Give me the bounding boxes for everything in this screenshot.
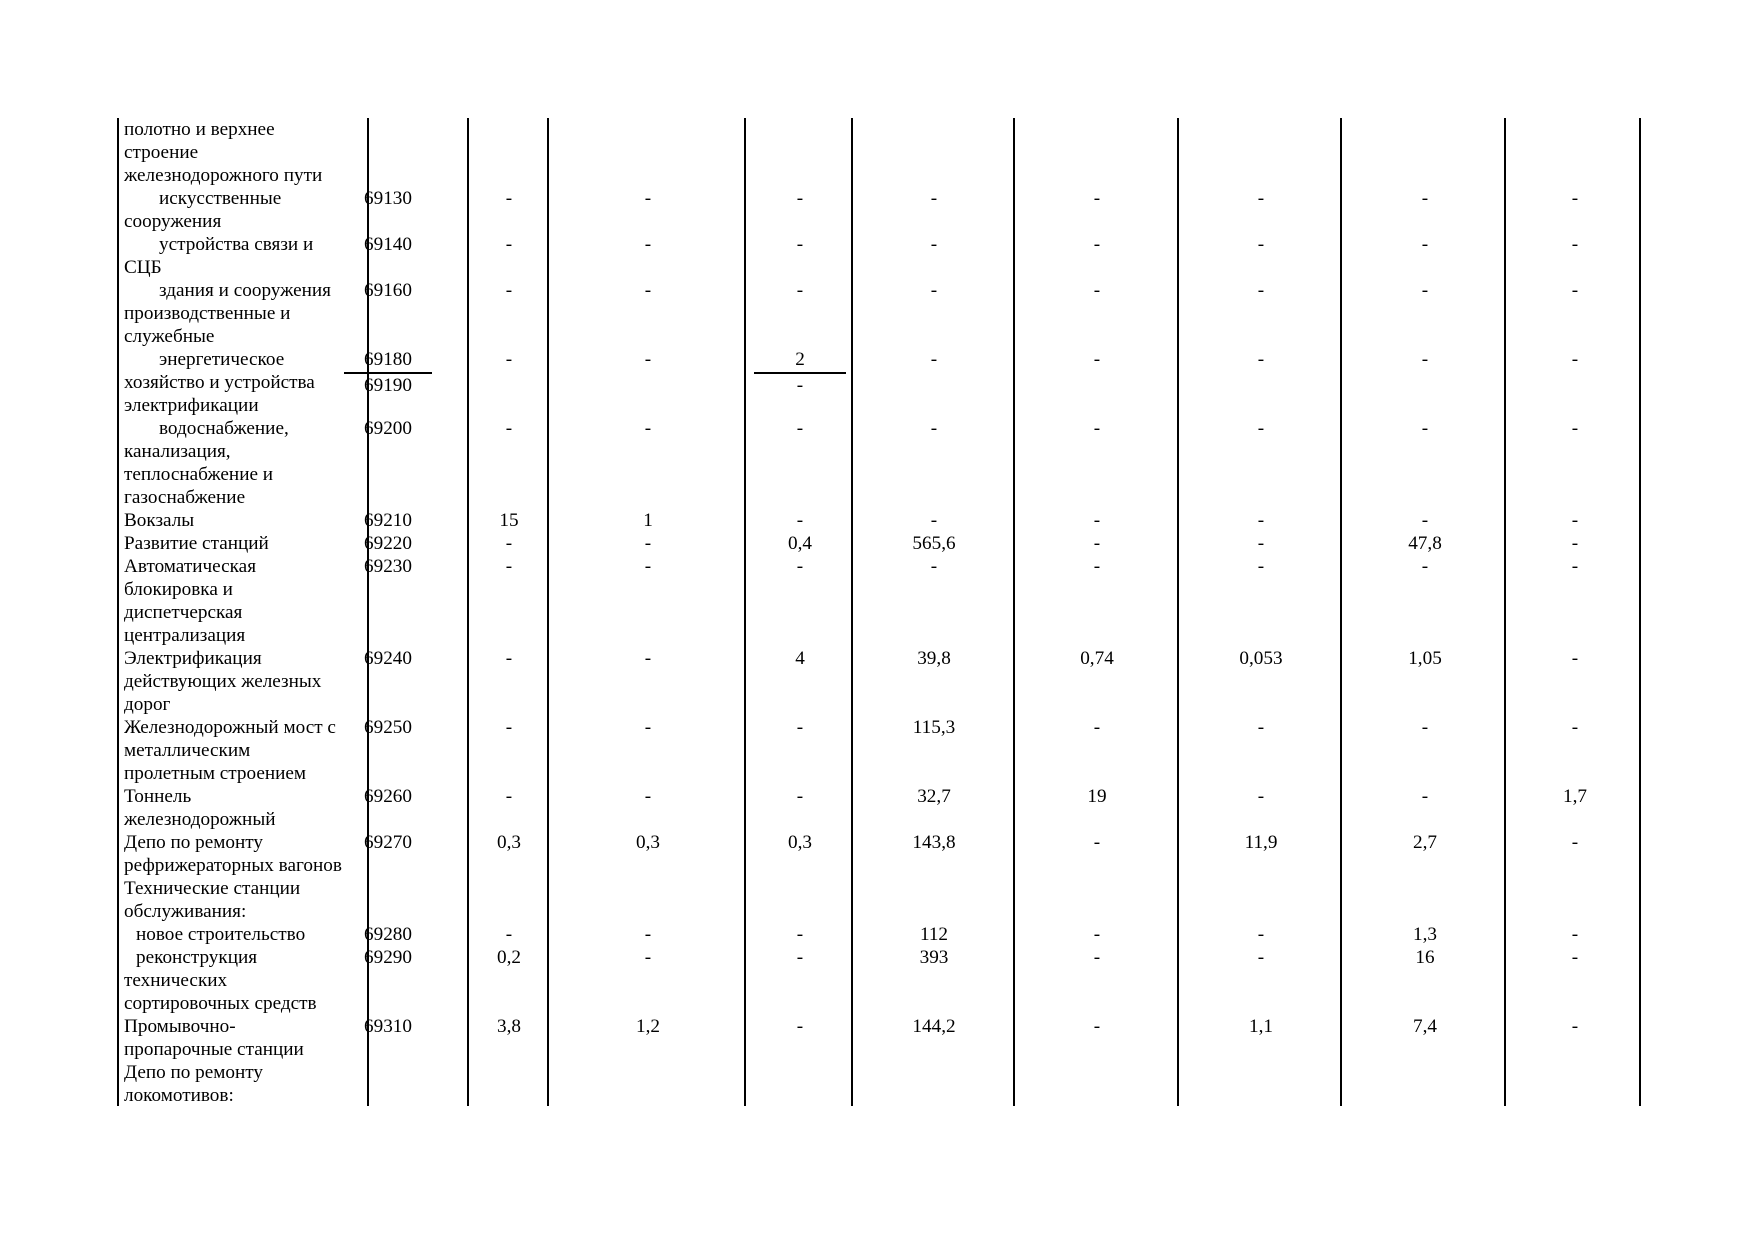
row-value: 19 <box>1087 786 1107 807</box>
row-code: 69210 <box>364 510 412 531</box>
row-value: - <box>1421 556 1429 577</box>
row-name-line: Вокзалы <box>124 510 195 531</box>
row-value: - <box>930 510 938 531</box>
row-name-line: диспетчерская <box>124 602 243 623</box>
row-value: - <box>1257 418 1265 439</box>
row-value: - <box>505 234 513 255</box>
row-value: - <box>1093 924 1101 945</box>
row-code: 69140 <box>364 234 412 255</box>
row-code: 69280 <box>364 924 412 945</box>
row-value: 0,2 <box>497 947 521 968</box>
row-value: - <box>505 556 513 577</box>
row-value: 15 <box>499 510 519 531</box>
row-value: 11,9 <box>1244 832 1278 853</box>
row-value: - <box>1571 717 1579 738</box>
row-code: 69130 <box>364 188 412 209</box>
row-name-line: энергетическое <box>159 349 285 370</box>
row-value: - <box>930 280 938 301</box>
row-value: - <box>644 556 652 577</box>
row-value: 7,4 <box>1413 1016 1437 1037</box>
row-value: - <box>796 418 804 439</box>
row-name-line: сортировочных средств <box>124 993 317 1014</box>
row-value: - <box>1257 349 1265 370</box>
row-name-line: теплоснабжение и <box>124 464 274 485</box>
row-value: - <box>505 924 513 945</box>
row-value: - <box>1571 533 1579 554</box>
row-name-line: хозяйство и устройства <box>124 372 315 393</box>
row-name <box>124 555 364 647</box>
row-name-line: Технические станции <box>124 878 301 899</box>
row-code: 69310 <box>364 1016 412 1037</box>
row-value: - <box>1093 947 1101 968</box>
row-value: 2,7 <box>1413 832 1437 853</box>
row-name-line: здания и сооружения <box>159 280 332 301</box>
row-code: 69220 <box>364 533 412 554</box>
row-code: 69270 <box>364 832 412 853</box>
row-value: 0,4 <box>788 533 812 554</box>
row-value: - <box>1571 947 1579 968</box>
row-value: - <box>644 533 652 554</box>
row-name-line: газоснабжение <box>124 487 246 508</box>
row-value: - <box>1421 786 1429 807</box>
column-divider <box>467 118 469 1106</box>
row-value: - <box>505 280 513 301</box>
row-name <box>124 417 364 509</box>
row-value: - <box>1421 349 1429 370</box>
row-name-line: искусственные <box>159 188 282 209</box>
row-name-line: дорог <box>124 694 171 715</box>
row-value: - <box>796 924 804 945</box>
row-name <box>124 509 364 532</box>
row-value: - <box>1257 533 1265 554</box>
row-value: 115,3 <box>912 717 956 738</box>
row-value: - <box>1257 717 1265 738</box>
column-divider <box>744 118 746 1106</box>
row-name <box>124 647 364 716</box>
row-value: - <box>644 280 652 301</box>
row-value: - <box>505 188 513 209</box>
row-value: 32,7 <box>917 786 951 807</box>
column-divider <box>117 118 119 1106</box>
row-code: 69250 <box>364 717 412 738</box>
row-value: 16 <box>1415 947 1435 968</box>
row-value: - <box>1257 947 1265 968</box>
row-name-line: Депо по ремонту <box>124 832 263 853</box>
row-value: - <box>1571 418 1579 439</box>
row-value: - <box>644 786 652 807</box>
row-name <box>124 877 364 923</box>
row-name <box>124 923 364 946</box>
row-value: 1 <box>643 510 653 531</box>
row-name-line: блокировка и <box>124 579 233 600</box>
row-name-line: новое строительство <box>136 924 306 945</box>
row-name <box>124 348 364 417</box>
row-value: 565,6 <box>912 533 956 554</box>
row-value: - <box>1093 188 1101 209</box>
row-name-line: полотно и верхнее <box>124 119 275 140</box>
row-value: 1,1 <box>1249 1016 1273 1037</box>
row-value: 1,7 <box>1563 786 1587 807</box>
row-value: - <box>1093 1016 1101 1037</box>
row-value: - <box>1421 188 1429 209</box>
row-value: - <box>1093 349 1101 370</box>
row-name-line: Депо по ремонту <box>124 1062 263 1083</box>
row-name-line: Автоматическая <box>124 556 257 577</box>
row-name-line: СЦБ <box>124 257 162 278</box>
row-code: 69240 <box>364 648 412 669</box>
row-value: - <box>644 947 652 968</box>
row-value: - <box>1257 556 1265 577</box>
row-value: 393 <box>919 947 949 968</box>
row-value: - <box>1093 717 1101 738</box>
row-value: - <box>1571 188 1579 209</box>
row-value: - <box>505 349 513 370</box>
row-name-line: Промывочно- <box>124 1016 236 1037</box>
row-value: - <box>1257 510 1265 531</box>
row-name-line: канализация, <box>124 441 231 462</box>
row-code: 69190 <box>364 375 412 396</box>
row-value: - <box>796 188 804 209</box>
row-value: - <box>1421 717 1429 738</box>
row-value: - <box>1093 510 1101 531</box>
row-value: - <box>1571 648 1579 669</box>
row-value: - <box>796 947 804 968</box>
row-value: - <box>1257 786 1265 807</box>
row-name-line: Электрификация <box>124 648 262 669</box>
row-name-line: технических <box>124 970 228 991</box>
row-name-line: централизация <box>124 625 246 646</box>
row-value: - <box>1421 418 1429 439</box>
column-divider <box>1177 118 1179 1106</box>
row-value: - <box>1257 280 1265 301</box>
row-name-line: сооружения <box>124 211 222 232</box>
row-name-line: металлическим <box>124 740 251 761</box>
row-name-line: действующих железных <box>124 671 322 692</box>
row-value: 39,8 <box>917 648 951 669</box>
row-value: - <box>1571 556 1579 577</box>
row-name <box>124 279 364 348</box>
row-name-line: пропарочные станции <box>124 1039 304 1060</box>
row-value: 144,2 <box>912 1016 956 1037</box>
row-value: - <box>505 786 513 807</box>
row-value: - <box>1571 234 1579 255</box>
row-value: - <box>505 717 513 738</box>
row-name-line: локомотивов: <box>124 1085 234 1106</box>
row-name-line: пролетным строением <box>124 763 307 784</box>
row-name <box>124 532 364 555</box>
row-value: - <box>1093 418 1101 439</box>
row-value: 1,2 <box>636 1016 660 1037</box>
row-value: - <box>1571 349 1579 370</box>
row-value: - <box>1257 924 1265 945</box>
row-name-line: производственные и <box>124 303 291 324</box>
row-value: 2 <box>795 349 805 370</box>
row-code: 69200 <box>364 418 412 439</box>
row-name <box>124 1015 364 1061</box>
row-value: 4 <box>795 648 805 669</box>
row-name-line: электрификации <box>124 395 259 416</box>
row-value: - <box>1093 234 1101 255</box>
row-value: 47,8 <box>1408 533 1442 554</box>
row-value: - <box>644 234 652 255</box>
row-name-line: Тоннель <box>124 786 192 807</box>
row-value: - <box>1257 234 1265 255</box>
row-code: 69230 <box>364 556 412 577</box>
row-value: - <box>1421 510 1429 531</box>
row-value: - <box>1093 556 1101 577</box>
row-value: 0,3 <box>788 832 812 853</box>
row-name <box>124 233 364 279</box>
row-value: - <box>796 786 804 807</box>
row-name <box>124 1061 364 1107</box>
row-value: - <box>1421 234 1429 255</box>
row-name-line: железнодорожного пути <box>124 165 323 186</box>
row-value: 0,3 <box>497 832 521 853</box>
row-value: - <box>796 234 804 255</box>
row-value: 1,05 <box>1408 648 1442 669</box>
row-value: 3,8 <box>497 1016 521 1037</box>
row-value: - <box>644 188 652 209</box>
row-name <box>124 946 364 1015</box>
row-value: - <box>1571 510 1579 531</box>
row-code: 69260 <box>364 786 412 807</box>
row-value: - <box>505 418 513 439</box>
row-value: - <box>644 418 652 439</box>
row-value: - <box>505 533 513 554</box>
row-code: 69160 <box>364 280 412 301</box>
row-value: - <box>930 349 938 370</box>
row-value: - <box>1571 924 1579 945</box>
row-value: 0,3 <box>636 832 660 853</box>
row-value: - <box>796 510 804 531</box>
row-value: - <box>796 1016 804 1037</box>
row-value: - <box>1571 1016 1579 1037</box>
row-value: - <box>1093 533 1101 554</box>
row-name-line: строение <box>124 142 199 163</box>
row-value: - <box>644 349 652 370</box>
row-value: - <box>796 375 804 396</box>
row-value: 1,3 <box>1413 924 1437 945</box>
row-name <box>124 118 364 187</box>
row-value: - <box>1421 280 1429 301</box>
row-name-line: рефрижераторных вагонов <box>124 855 342 876</box>
row-value: - <box>644 648 652 669</box>
row-value: - <box>796 280 804 301</box>
row-name <box>124 785 364 831</box>
row-value: - <box>1093 832 1101 853</box>
row-name-line: Развитие станций <box>124 533 269 554</box>
row-value: - <box>505 648 513 669</box>
row-value: 0,74 <box>1080 648 1114 669</box>
column-divider <box>547 118 549 1106</box>
row-value: - <box>930 234 938 255</box>
row-value: - <box>796 556 804 577</box>
row-name <box>124 716 364 785</box>
row-value: - <box>644 717 652 738</box>
row-name <box>124 831 364 877</box>
table <box>117 118 1633 1106</box>
row-value: - <box>930 188 938 209</box>
row-value: - <box>644 924 652 945</box>
row-value: 0,053 <box>1239 648 1283 669</box>
row-name-line: Железнодорожный мост с <box>124 717 336 738</box>
row-value: - <box>930 556 938 577</box>
row-value: 112 <box>919 924 949 945</box>
row-name-line: обслуживания: <box>124 901 247 922</box>
row-name-line: устройства связи и <box>159 234 314 255</box>
row-code: 69290 <box>364 947 412 968</box>
row-value: - <box>1257 188 1265 209</box>
row-value: - <box>930 418 938 439</box>
row-value: - <box>1093 280 1101 301</box>
row-name <box>124 187 364 233</box>
row-value: - <box>796 717 804 738</box>
row-code: 69180 <box>364 349 412 370</box>
row-value: - <box>1571 832 1579 853</box>
row-value: - <box>1571 280 1579 301</box>
row-name-line: служебные <box>124 326 215 347</box>
row-name-line: реконструкция <box>136 947 258 968</box>
row-value: 143,8 <box>912 832 956 853</box>
row-name-line: железнодорожный <box>124 809 276 830</box>
row-name-line: водоснабжение, <box>159 418 289 439</box>
